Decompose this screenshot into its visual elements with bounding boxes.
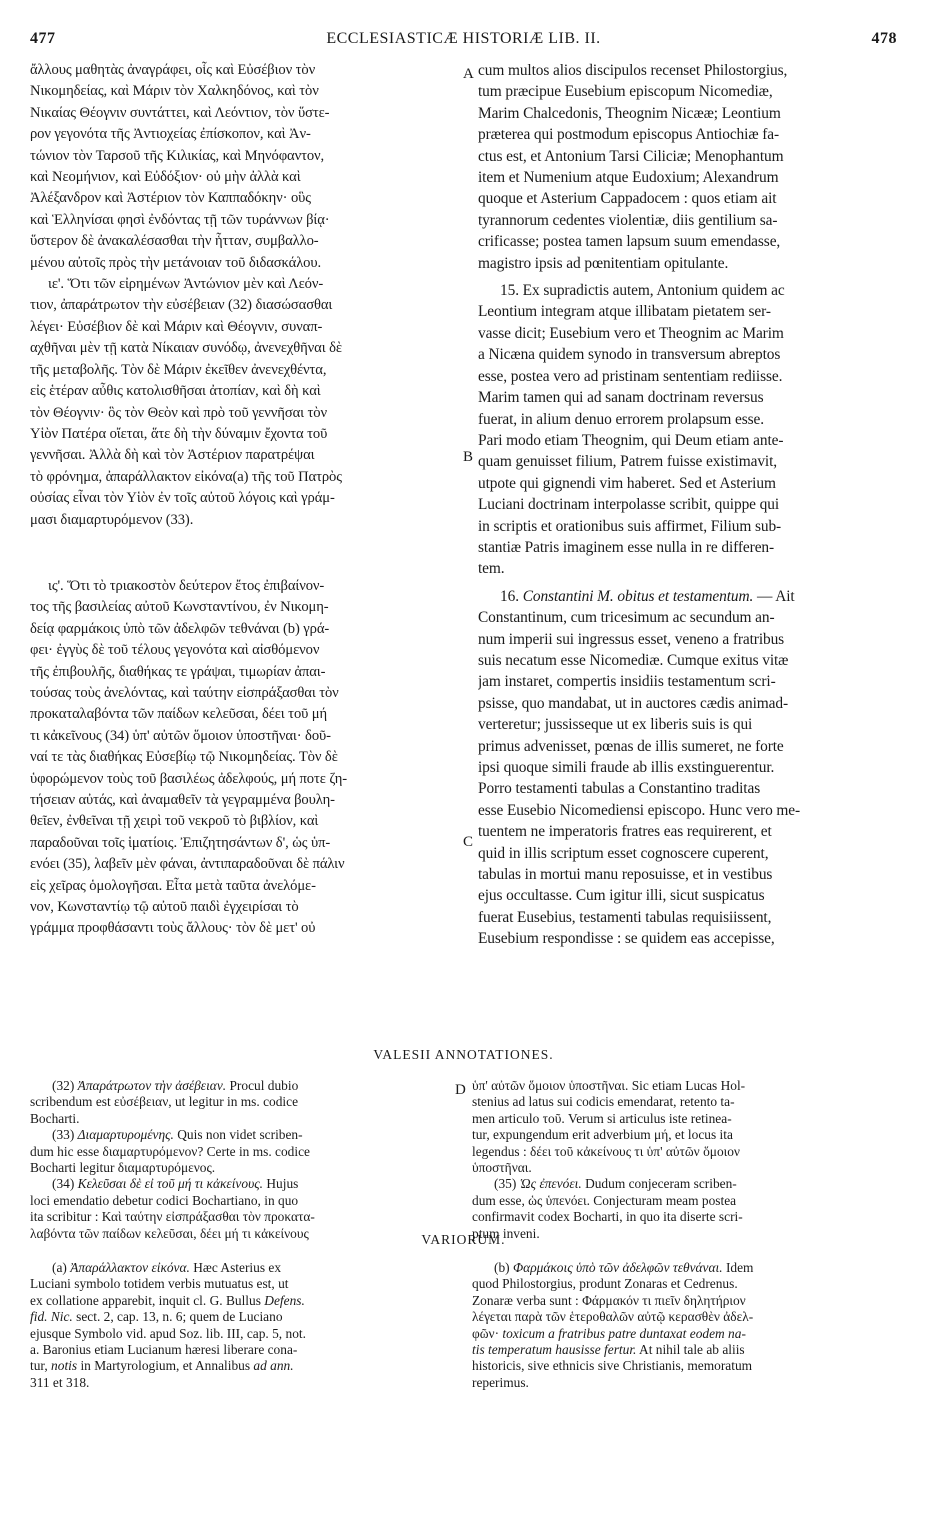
text-line: Ἀλέξανδρον καὶ Ἀστέριον τὸν Καππαδόκην· οὓς: [30, 190, 311, 207]
note-line: [30, 1358, 450, 1374]
note-lemma: Κελεῦσαι δὲ εἰ τοῦ μή τι κἀκείνους.: [77, 1176, 263, 1192]
text-line: Constantinum, cum tricesimum ac secundum an-: [478, 609, 775, 627]
text-line: tum præcipue Eusebium episcopum Nicomediæ,: [478, 83, 773, 101]
text-line: τὸν Θέογνιν· ὃς τὸν Θεὸν καὶ πρὸ τοῦ γεννῆσαι τὸν: [30, 404, 327, 421]
note-text: confirmavit codex Bocharti, in quo ita diserte scri-: [472, 1209, 743, 1225]
greek-paragraph-15: [30, 274, 460, 531]
note-text: scribendum est εὐσέβειαν, ut legitur in ms. codice: [30, 1094, 299, 1110]
note-number: (35): [494, 1176, 517, 1192]
note-line: [472, 1375, 902, 1391]
note-line: [30, 1342, 450, 1358]
text-line: esse Eusebio Nicomediensi episcopo. Hunc vero me-: [478, 801, 801, 819]
note-italic: ad ann.: [253, 1358, 294, 1374]
text-line: τῆς μεταβολῆς. Τὸν δὲ Μάριν ἐκεῖθεν ἀνενεχθέντα,: [30, 361, 327, 378]
note-text: Bocharti.: [30, 1110, 80, 1126]
annotations-left: [30, 1078, 450, 1242]
spacer: [30, 531, 460, 576]
note-line: [472, 1111, 902, 1127]
text-line: μένου αὐτοῖς πρὸς τὴν μετάνοιαν τοῦ διδασκάλου.: [30, 254, 322, 271]
note-text: Bocharti legitur διαμαρτυρόμενος.: [30, 1160, 216, 1176]
note-line: [472, 1358, 902, 1374]
text-line: Νικαίας Θέογνιν συντάττει, καὶ Λεόντιον, τὸν ὕστε-: [30, 104, 330, 121]
text-line: stantiæ Patris imaginem esse nulla in re differen-: [478, 538, 775, 556]
note-text: dum esse, ὡς ὑπενόει. Conjecturam meam postea: [472, 1192, 737, 1208]
text-line: utpote qui gignendi vim haberet. Sed et Asterium: [478, 474, 776, 492]
text-line: magistro ipsis ad pœnitentiam opitulante.: [478, 254, 729, 272]
note-italic: tis temperatum hausisse fertur.: [472, 1342, 637, 1358]
note-text: sect. 2, cap. 13, n. 6; quem de Luciano: [76, 1309, 283, 1325]
note-line: [30, 1144, 450, 1160]
text-line: quid in illis scriptum esset cognoscere cuperent,: [478, 844, 769, 862]
latin-section-16-heading: [478, 586, 898, 607]
text-line: νον, Κωνσταντίῳ τῷ αὐτοῦ παιδὶ ἐγχειρίσαι τὸ: [30, 899, 299, 916]
text-line: in scriptis et orationibus suis affirmet, Filium sub-: [478, 517, 782, 535]
text-line: προκαταλαβόντα τῶν παίδων κελεῦσαι, δέει τοῦ μή: [30, 706, 328, 723]
note-text: ejusque Symbolo vid. apud Soz. lib. III, cap. 5, not.: [30, 1325, 306, 1341]
text-line: jam instaret, compertis insidiis testamentum scri-: [478, 673, 776, 691]
note-line: [30, 1111, 450, 1127]
note-line: [30, 1176, 450, 1192]
text-line: fuerat, in alium denuo errorem prolapsum esse.: [478, 410, 765, 428]
note-text: λέγεται παρὰ τῶν ἑτεροθαλῶν αὐτῷ κερασθὲν ἀδελ-: [472, 1309, 754, 1325]
text-line: ναί τε τὰς διαθήκας Εὐσεβίῳ τῷ Νικομηδείας. Τὸν δὲ: [30, 749, 338, 766]
note-text: tur,: [30, 1358, 48, 1374]
text-line: παραδοῦναι τοῖς ἱματίοις. Ἐπιζητησάντων δ', ὡς ὑπ-: [30, 834, 331, 851]
note-text: tur, expungendum erit adverbium μή, et locus ita: [472, 1127, 733, 1143]
text-line: Υἱὸν Πατέρα οἴεται, ἅτε δὴ τὴν δύναμιν ἔχοντα τοῦ: [30, 425, 328, 442]
text-line: tem.: [478, 560, 505, 578]
note-line: [30, 1209, 450, 1225]
note-text: Hujus: [266, 1176, 299, 1192]
text-line: ὑφορώμενον τοὺς τοῦ βασιλέως ἀδελφούς, μή ποτε ζη-: [30, 770, 348, 787]
text-line: Νικομηδείας, καὶ Μάριν τὸν Χαλκηδόνος, καὶ τὸν: [30, 83, 319, 100]
note-line: [472, 1293, 902, 1309]
note-number: (34): [52, 1176, 75, 1192]
margin-marker-b: B: [463, 449, 474, 465]
section-title-tail: — Ait: [757, 587, 795, 605]
note-text: reperimus.: [472, 1374, 529, 1390]
text-line: crificasse; postea tamen lapsum suum emendasse,: [478, 233, 781, 251]
text-line: τώνιον τὸν Ταρσοῦ τῆς Κιλικίας, καὶ Μηνόφαντον,: [30, 147, 325, 164]
note-line: [30, 1094, 450, 1110]
latin-paragraph-15: [478, 280, 898, 580]
text-line: suis necatum esse Nicomediæ. Cumque exitus vitæ: [478, 651, 789, 669]
text-line: Luciani doctrinam interpolasse scribit, quippe qui: [478, 496, 780, 514]
note-line: [472, 1176, 902, 1192]
text-line: τος τῆς βασιλείας αὐτοῦ Κωνσταντίνου, ἐν Νικομη-: [30, 599, 329, 616]
text-line: ἄλλους μαθητὰς ἀναγράφει, οἷς καὶ Εὐσέβιον τὸν: [30, 62, 316, 78]
note-line: [30, 1260, 450, 1276]
note-line: [30, 1078, 450, 1094]
text-line: μασι διαμαρτυρόμενον (33).: [30, 511, 194, 528]
text-line: ενόει (35), λαβεῖν μὲν φάναι, ἀντιπαραδοῦναι δὲ πάλιν: [30, 856, 345, 873]
text-line: 15. Ex supradictis autem, Antonium quidem ac: [500, 282, 785, 300]
text-line: ejus occultasse. Cum igitur illi, sicut suspicatus: [478, 887, 765, 905]
text-line: quoque et Asterium Cappadocem : quos etiam ait: [478, 190, 777, 208]
text-line: a Nicæna quidem synodo in transversum abreptos: [478, 346, 781, 364]
text-line: vasse dicit; Eusebium vero et Theognim ac Marim: [478, 324, 784, 342]
note-text: Quis non videt scriben-: [177, 1127, 303, 1143]
note-text: Procul dubio: [229, 1078, 299, 1093]
note-text: φῶν·: [472, 1325, 500, 1341]
text-line: τούσας τοὺς ἀνελόντας, καὶ ταύτην εἰσπράξασθαι τὸν: [30, 684, 339, 701]
note-text: λαβόντα τῶν παίδων κελεῦσαι, δέει μή τι κἀκείνους: [30, 1225, 309, 1241]
note-text: stenius ad latus sui codicis emendarat, retento ta-: [472, 1094, 735, 1110]
text-line: εἰς ἑτέραν αὖθις κατολισθῆσαι ἀτοπίαν, καὶ δὴ καὶ: [30, 383, 321, 400]
text-line: quam genuisset filium, Patrem fuisse existimavit,: [478, 453, 778, 471]
note-line: [472, 1127, 902, 1143]
note-text: Dudum conjeceram scriben-: [585, 1176, 737, 1192]
note-number: (b): [494, 1260, 510, 1275]
note-lemma: Φαρμάκοις ὑπὸ τῶν ἀδελφῶν τεθνάναι.: [512, 1260, 723, 1275]
note-line: [472, 1276, 902, 1292]
note-line: [472, 1193, 902, 1209]
text-line: θεῖεν, ἐνθεῖναι τῇ χειρὶ τοῦ νεκροῦ τὸ βιβλίον, καὶ: [30, 813, 319, 830]
page-header: [30, 30, 897, 56]
variorum-title: VARIORUM.: [421, 1232, 506, 1247]
note-text: Idem: [725, 1260, 754, 1275]
text-line: τῆς ἐπιβουλῆς, διαθήκας τε γράψαι, τιμωρίαν ἀπαι-: [30, 663, 326, 680]
text-line: psisse, quo mandabat, ut in auctores cædis animad-: [478, 694, 789, 712]
section-title: Constantini M. obitus et testamentum.: [522, 587, 754, 605]
annotations-title: VALESII ANNOTATIONES.: [373, 1047, 554, 1062]
note-italic: Defens.: [264, 1292, 305, 1308]
running-title: ECCLESIASTICÆ HISTORIÆ LIB. II.: [326, 30, 601, 47]
text-line: εἰς χεῖρας ὁμολογῆσαι. Εἶτα μετὰ ταῦτα ἀνελόμε-: [30, 877, 316, 894]
text-line: ctus est, et Antonium Tarsi Ciliciæ; Menophantum: [478, 147, 784, 165]
text-line: Pari modo etiam Theognim, qui Deum etiam ante-: [478, 431, 784, 449]
note-text: historicis, sive ethnicis sive Christianis, memoratum: [472, 1358, 753, 1374]
page-number-right: 478: [871, 30, 897, 47]
text-line: δείᾳ φαρμάκοις ὑπὸ τῶν ἀδελφῶν τεθνάναι (b) γρά-: [30, 620, 330, 637]
variorum-right: [472, 1260, 902, 1391]
greek-paragraph-1: [30, 60, 460, 274]
text-line: τὸ φρόνημα, ἀπαράλλακτον εἰκόνα(a) τῆς τοῦ Πατρὸς: [30, 468, 342, 485]
text-line: ρον γεγονότα τῆς Ἀντιοχείας ἐπίσκοπον, καὶ Ἀν-: [30, 126, 311, 143]
text-line: tyrannorum cedentes violentiæ, diis gentilium sa-: [478, 211, 778, 229]
note-line: [30, 1193, 450, 1209]
annotations-right: [472, 1078, 902, 1242]
text-line: λέγει· Εὐσέβιον δὲ καὶ Μάριν καὶ Θέογνιν, συναπ-: [30, 318, 323, 335]
greek-paragraph-16: [30, 576, 460, 940]
text-line: τήσειαν αὐτάς, καὶ ἀναμαθεῖν τὰ γεγραμμένα βουλη-: [30, 792, 335, 808]
note-text: Luciani symbolo totidem verbis mutuatus est, ut: [30, 1276, 289, 1292]
note-line: [30, 1309, 450, 1325]
note-text: ὑποστῆναι.: [472, 1160, 532, 1176]
latin-paragraph-16: [478, 607, 898, 950]
note-lemma: Ἀπαράτρωτον τὴν ἀσέβειαν.: [77, 1078, 227, 1093]
text-line: num imperii sui ingressus esset, veneno a fratribus: [478, 630, 785, 648]
note-line: [472, 1342, 902, 1358]
margin-marker-c: C: [463, 834, 474, 850]
text-line: esse, postea vero ad pristinam sententiam rediisse.: [478, 367, 783, 385]
text-line: verteretur; jussisseque ut ex liberis suis is qui: [478, 716, 753, 734]
note-text: legendus : δέει τοῦ κἀκείνους τι ὑπ' αὐτῶν ὅμοιον: [472, 1143, 740, 1159]
note-lemma: Ὡς ἐπενόει.: [519, 1176, 582, 1192]
text-line: καὶ Ἑλληνίσαι φησὶ ἐνδόντας τῇ τῶν τυράννων βίᾳ·: [30, 211, 330, 228]
margin-marker-d: D: [455, 1082, 466, 1098]
note-line: [30, 1375, 450, 1391]
text-line: Eusebium respondisse : se quidem eas accepisse,: [478, 930, 775, 948]
text-line: ὕστερον δὲ ἀνακαλέσασθαι τὴν ἧτταν, συμβαλλο-: [30, 233, 319, 250]
latin-paragraph-1: [478, 60, 898, 274]
text-line: αχθῆναι μὲν τῇ κατὰ Νίκαιαν συνόδῳ, ἀνενεχθῆναι δὲ: [30, 340, 342, 357]
note-italic: toxicum a fratribus patre duntaxat eodem na-: [502, 1325, 746, 1341]
note-line: [30, 1276, 450, 1292]
note-italic: fid. Nic.: [30, 1309, 73, 1325]
note-text: loci emendatio debetur codici Bochartiano, in quo: [30, 1192, 299, 1208]
note-number: (33): [52, 1127, 75, 1143]
text-line: φει· ἐγγὺς δὲ τοῦ τέλους γεγονότα καὶ αἰσθόμενον: [30, 642, 320, 659]
note-line: [472, 1078, 902, 1094]
text-line: Leontium integram atque illibatam pietatem ser-: [478, 303, 771, 321]
page-number-left: 477: [30, 30, 56, 47]
note-text: in Martyrologium, et Annalibus: [80, 1358, 251, 1374]
note-line: [472, 1326, 902, 1342]
margin-marker-a: A: [463, 66, 474, 82]
text-line: γράμμα προφθάσαντι τοὺς ἄλλους· τὸν δὲ μετ' οὐ: [30, 920, 316, 937]
text-line: Porro testamenti tabulas a Constantino traditas: [478, 780, 761, 798]
note-text: ex collatione apparebit, inquit cl. G. Bullus: [30, 1292, 261, 1308]
text-line: tuentem ne imperatoris fratres eas requirerent, et: [478, 823, 772, 841]
text-line: Marim Chalcedonis, Theognim Nicææ; Leontium: [478, 104, 781, 122]
note-italic: notis: [51, 1358, 78, 1374]
note-number: (a): [52, 1260, 67, 1275]
text-line: καὶ Νεομήνιον, καὶ Εὐδόξιον· οὐ μὴν ἀλλὰ καὶ: [30, 169, 301, 186]
text-line: fuerat Eusebius, testamenti tabulas requisiissent,: [478, 908, 772, 926]
section-number: 16.: [500, 587, 519, 605]
note-text: Zonaræ verba sunt : Φάρμακόν τι πιεῖν δηλητήριον: [472, 1292, 746, 1308]
note-line: [472, 1209, 902, 1225]
text-line: item et Numenium atque Eudoxium; Alexandrum: [478, 169, 779, 187]
note-line: [472, 1144, 902, 1160]
note-lemma: Διαμαρτυρομένης.: [77, 1127, 174, 1143]
text-line: οὐσίας εἶναι τὸν Υἱὸν ἐν τοῖς αὐτοῦ λόγοις καὶ γράμ-: [30, 490, 335, 507]
note-text: ptum inveni.: [472, 1225, 540, 1241]
latin-column: [478, 60, 898, 950]
note-text: ita scribitur : Καὶ ταύτην εἰσπράξασθαι τὸν προκατα-: [30, 1209, 315, 1225]
note-text: At nihil tale ab aliis: [639, 1342, 745, 1358]
note-text: men articulo τοῦ. Verum si articulus iste retinea-: [472, 1110, 732, 1126]
note-text: dum hic esse διαμαρτυρόμενον? Certe in ms. codice: [30, 1143, 310, 1159]
text-line: Marim tamen qui ad sanam doctrinam reversus: [478, 389, 764, 407]
note-lemma: Ἀπαράλλακτον εἰκόνα.: [70, 1260, 190, 1275]
note-line: [30, 1160, 450, 1176]
note-number: (32): [52, 1078, 75, 1093]
note-line: [30, 1293, 450, 1309]
note-line: [30, 1326, 450, 1342]
note-text: Hæc Asterius ex: [193, 1260, 282, 1275]
note-line: [472, 1094, 902, 1110]
note-text: 311 et 318.: [30, 1374, 90, 1390]
text-line: τιον, ἀπαράτρωτον τὴν εὐσέβειαν (32) διασώσασθαι: [30, 297, 333, 314]
note-line: [30, 1127, 450, 1143]
text-line: τι κἀκεῖνους (34) ὑπ' αὐτῶν ὅμοιον ὑποστῆναι· δοῦ-: [30, 727, 331, 744]
note-line: [472, 1309, 902, 1325]
text-line: cum multos alios discipulos recenset Philostorgius,: [478, 62, 788, 79]
text-line: ipsi quoque simili fraude ab illis exstinguerentur.: [478, 759, 775, 776]
note-text: quod Philostorgius, produnt Zonaras et Cedrenus.: [472, 1276, 738, 1292]
greek-column: [30, 60, 460, 940]
note-text: ὑπ' αὐτῶν ὅμοιον ὑποστῆναι. Sic etiam Lucas Hol-: [472, 1078, 746, 1093]
note-text: a. Baronius etiam Lucianum hæresi liberare cona-: [30, 1342, 298, 1358]
text-line: primus advenisset, pœnas de illis sumeret, ne forte: [478, 737, 784, 755]
text-line: tabulas in mortui manu reposuisse, et in vestibus: [478, 866, 773, 884]
text-line: γεννῆσαι. Ἀλλὰ δὴ καὶ τὸν Ἀστέριον παρατρέψαι: [30, 447, 315, 464]
variorum-left: [30, 1260, 450, 1391]
text-line: ις'. Ὅτι τὸ τριακοστὸν δεύτερον ἔτος ἐπιβαίνον-: [48, 577, 325, 594]
text-line: præterea qui postmodum episcopus Antiochiæ fa-: [478, 126, 780, 144]
note-line: [472, 1260, 902, 1276]
text-line: ιε'. Ὅτι τῶν εἰρημένων Ἀντώνιον μὲν καὶ Λεόν-: [48, 276, 324, 293]
note-line: [472, 1160, 902, 1176]
